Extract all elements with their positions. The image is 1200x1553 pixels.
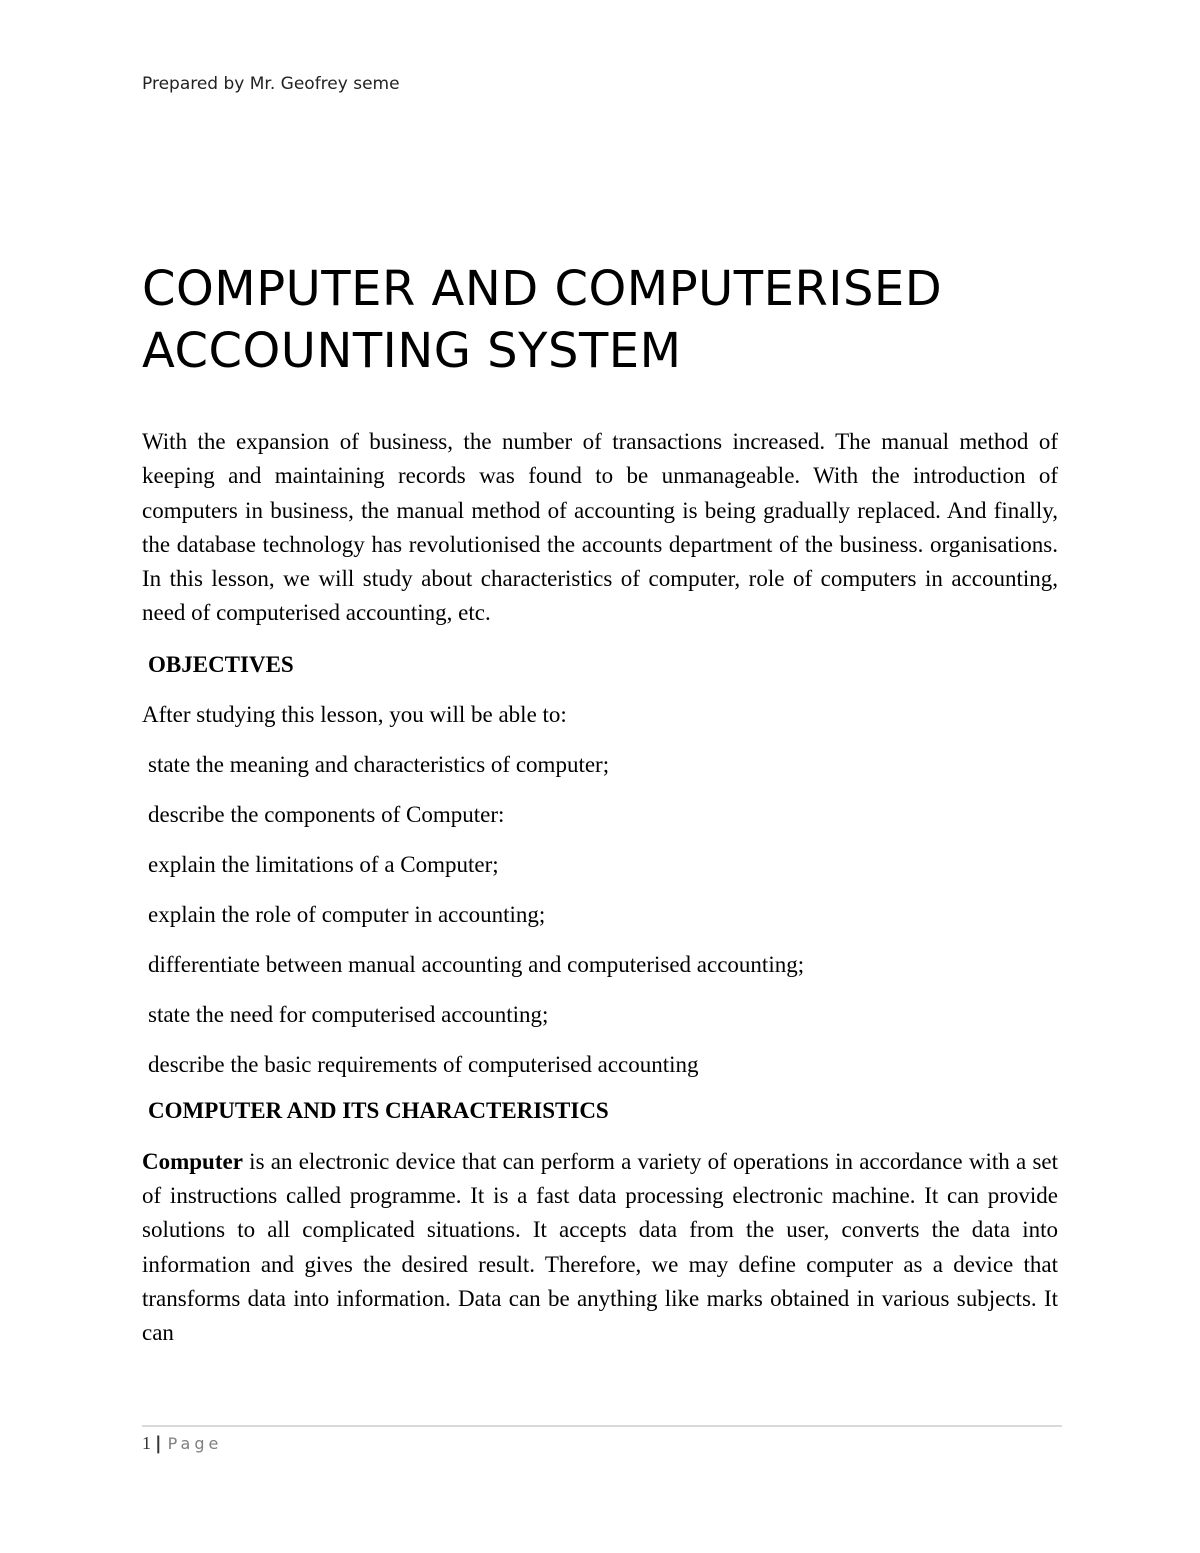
title-line-1: COMPUTER AND COMPUTERISED	[142, 261, 943, 317]
objective-item: describe the components of Computer:	[148, 801, 505, 827]
objectives-lead: After studying this lesson, you will be able to:	[142, 701, 567, 727]
objectives-heading: OBJECTIVES	[148, 651, 294, 677]
document-title	[142, 258, 1082, 382]
objective-item: describe the basic requirements of computerised accounting	[148, 1051, 699, 1077]
objective-item: state the meaning and characteristics of computer;	[148, 751, 610, 777]
characteristics-text: is an electronic device that can perform a variety of operations in accordance with a set of instructions called programme. It is a fast data processing electronic machine. It can provide solutions to all complicated situations. It accepts data from the user, converts the data into information and gives the desired result. Therefore, we may define computer as a device that transforms data into information. Data can be anything like marks obtained in various subjects. It can	[142, 1148, 1058, 1346]
computer-term: Computer	[142, 1148, 243, 1174]
objective-item: state the need for computerised accounting;	[148, 1001, 549, 1027]
intro-paragraph: With the expansion of business, the number of transactions increased. The manual method of keeping and maintaining records was found to be unmanageable. With the introduction of computers in business, the manual method of accounting is being gradually replaced. And finally, the database technology has revolutionised the accounts department of the business. organisations. In this lesson, we will study about characteristics of computer, role of computers in accounting, need of computerised accounting, etc.	[142, 429, 1058, 626]
running-header: Prepared by Mr. Geofrey seme	[142, 74, 400, 94]
page-number: 1	[142, 1433, 151, 1453]
page-label: Page	[167, 1434, 223, 1453]
footer-separator: |	[155, 1433, 162, 1454]
objective-item: explain the limitations of a Computer;	[148, 851, 499, 877]
footer-divider	[142, 1425, 1062, 1427]
title-line-2: ACCOUNTING SYSTEM	[142, 323, 682, 379]
page-footer	[142, 1433, 222, 1454]
objective-item: differentiate between manual accounting and computerised accounting;	[148, 951, 805, 977]
characteristics-paragraph	[142, 1145, 1058, 1351]
objective-item: explain the role of computer in accounting;	[148, 901, 546, 927]
characteristics-heading: COMPUTER AND ITS CHARACTERISTICS	[148, 1097, 609, 1123]
objectives-list	[142, 749, 1058, 1081]
body-content	[142, 425, 1058, 1351]
